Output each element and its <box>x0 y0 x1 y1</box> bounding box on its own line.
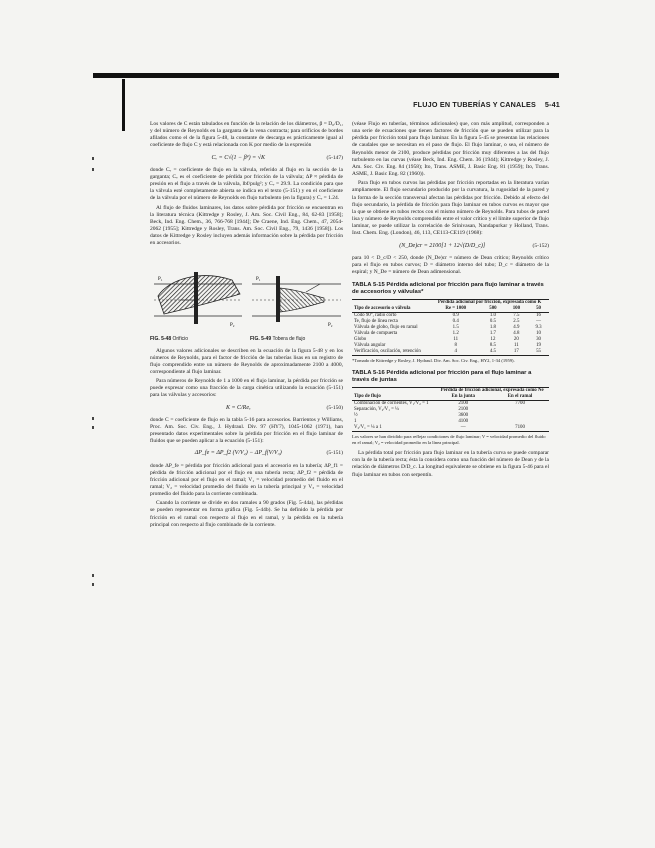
table-cell: 1.7 <box>489 331 497 337</box>
equation-number: (5-150) <box>326 404 343 411</box>
svg-text:P₂: P₂ <box>328 322 333 328</box>
table-group-header: Pérdida adicional por fricción, expresada como K <box>430 300 549 307</box>
margin-tick <box>92 426 94 429</box>
table-cell-label: Verificación, oscilación, retención <box>352 349 430 356</box>
paragraph: donde ΔP_fe = pérdida por fricción adicional para el accesorio en la tubería; ΔP_f1 = pérdida de fricción adicional por el flujo en una tubería recta; ΔP_f2 = pérdida de fricción adicional por el flujo en el ramal; V₁ = velocidad promedio del fluido en el ramal; V₂ = velocidad promedio del fluido en la tubería principal y V₃ = velocidad promedio del fluido para la corriente combinada. <box>150 462 343 498</box>
table-cell-label: Combinación de corrientes, V₁/V₂ = 1 <box>354 401 429 407</box>
table-cell: 4.5 <box>481 349 504 356</box>
paragraph: donde Cᵥ = coeficiente de flujo en la válvula, referido al flujo en la sección de la garganta; Cᵥ es el coeficiente de pérdida por fricción de la válvula; ΔP ≈ pérdida de presión en el flujo a través de la válvula, lbf/pulg²; y Cᵥ = 29.9. La condición para que la válvula esté completamente abierta se indica en el texto (5-151) y en el coeficiente de la válvula por el número de Reynolds en flujo turbulento (en la figura) y Cᵥ = 1.24. <box>150 166 343 202</box>
left-column <box>150 121 343 841</box>
paragraph: Algunos valores adicionales se describen en la ecuación de la figura 5-48 y en los números de Reynolds, para el factor de fricción de las tuberías lisas en un registro de flujo comprendido entre un número de Reynolds de aproximadamente 2100 a 4000, correspondiente al flujo laminar. <box>150 347 343 375</box>
table-cell: 1.5 <box>452 325 459 331</box>
figure-caption <box>150 336 188 343</box>
table-cell-label: Globo <box>354 337 367 343</box>
figure-caption <box>250 336 305 343</box>
svg-text:P₁: P₁ <box>256 276 261 282</box>
equation <box>352 243 549 250</box>
svg-text:P₂: P₂ <box>230 322 235 328</box>
paragraph: donde C = coeficiente de flujo en la tabla 5-16 para accesorios. Barrientos y Williams, Proc. Am. Soc. Civ. Eng., J. Hydraul. Div. 97 (HY7), 1045-1062 (1971), han presentado datos experimentales sobre la pérdida por fricción en el flujo laminar de fluidos que se pueden aplicar a la ecuación (5-151): <box>150 416 343 445</box>
table-cell: 0.9 <box>452 313 459 319</box>
right-column <box>352 121 549 841</box>
figure-caption-text: Orificio <box>172 335 189 342</box>
margin-tick <box>92 168 94 171</box>
table-header-cell: En el ramal <box>491 394 549 401</box>
table-cell: 55 <box>528 349 549 356</box>
header-rule <box>93 73 559 78</box>
equation <box>150 450 343 457</box>
margin-tick <box>92 574 94 577</box>
table-cell: 20 <box>513 337 519 343</box>
paragraph: Para flujo en tubos curvos las pérdidas por fricción reportadas en la literatura varían ampliamente. El flujo secundario producido por la curvatura, la rugosidad de la pared y la forma de la sección transversal afectan las pérdidas por fricción. Debido al efecto del flujo secundario, la pérdida de fricción para flujo laminar en tubos curvos es mayor que la que se obtiene en tubos rectos con el mismo número de Reynolds. Para tubos de pared lisa y número de Reynolds comprendido entre el valor crítico y el límite superior de flujo laminar, se puede utilizar la correlación de Srinivasan, Nandapurkar y Holland, Trans. Inst. Chem. Eng. (London), 46, 113, CE113-CE119 (1968): <box>352 180 549 237</box>
paragraph: La pérdida total por fricción para flujo laminar en la tubería curva se puede comparar con la de la tubería recta; ésta la considera como una función del número de Dean y de la relación de diámetros D/D_c. La longitud equivalente se obtiene en la figura 5-46 para el flujo laminar en tubos con serpentín. <box>352 450 549 478</box>
running-head-title: FLUJO EN TUBERÍAS Y CANALES <box>413 100 537 109</box>
table-header-cell: Tipo de flujo <box>352 394 435 401</box>
table-cell: 9.3 <box>535 325 542 331</box>
table-cell: 12 <box>490 337 496 343</box>
paragraph: Para números de Reynolds de 1 a 1000 en el flujo laminar, la pérdida por fricción se puede expresar como una fracción de la carga cinética utilizando la ecuación (5-151) para las válvulas y accesorios: <box>150 378 343 399</box>
table-body <box>352 401 549 432</box>
table-cell: 17 <box>505 349 528 356</box>
figures-row <box>150 254 343 346</box>
table-cell: 30 <box>536 337 541 343</box>
table-cell: 0.5 <box>489 319 497 325</box>
paragraph: para 10 < D_c/D < 250, donde (N_De)cr = número de Dean crítico; Reynolds crítico para el flujo en tubos curvos; D = diámetro interno del tubo; D_c = diámetro de la espiral; y N_De = número de Dean adimensional. <box>352 254 549 275</box>
fittings-friction-table <box>352 299 549 356</box>
figure-caption-text: Tobera de flujo <box>272 335 306 342</box>
table-cell: 2100 <box>458 401 469 407</box>
figure-number: FIG. 5-48 <box>150 335 172 342</box>
paragraph: Los valores de C están tabulados en función de la relación de los diámetros, β = D₀/D₁, y del número de Reynolds en la garganta de la vena contracta; para orificios de bordes afilados como el de la figura 5-48, la constante de descarga es prácticamente igual al coeficiente de flujo C y está relacionada con K por medio de la expresión <box>150 121 343 149</box>
table-cell-label: Codo 90°, radio corto <box>354 313 397 319</box>
equation-body: K = C/Reₑ <box>225 404 251 411</box>
table-header-cell: Tipo de accesorio o válvula <box>352 306 430 313</box>
table-body <box>352 313 549 356</box>
table-cell: 8 <box>454 343 457 349</box>
table-header-cell: Re = 1000 <box>430 306 481 313</box>
svg-text:P₁: P₁ <box>158 276 163 282</box>
running-head <box>413 100 560 109</box>
page-number: 5-41 <box>544 100 560 109</box>
equation <box>150 405 343 412</box>
table-cell: 11 <box>453 337 459 343</box>
table-cell: 1.2 <box>452 331 459 337</box>
table-row <box>352 349 549 356</box>
table-cell: 2.5 <box>513 319 520 325</box>
table-group-header: Pérdida de fricción adicional, expresada como Ne <box>435 388 549 395</box>
table-header-cell: En la junta <box>435 394 491 401</box>
table-cell: 7700 <box>515 401 525 407</box>
margin-tick <box>92 157 94 160</box>
table-cell-label: 1 <box>354 419 357 425</box>
table-cell-label: Válvula de compuerta <box>354 331 398 337</box>
table-cell: 1.8 <box>489 325 497 331</box>
table-cell: — <box>435 425 491 432</box>
table-header-cell: 100 <box>505 306 528 313</box>
margin-tick <box>92 583 94 586</box>
margin-tick <box>92 417 94 420</box>
table-header-cell: 500 <box>481 306 504 313</box>
equation <box>150 155 343 162</box>
table-header-cell: 50 <box>528 306 549 313</box>
table-cell: 0.4 <box>452 319 459 325</box>
table-cell: 10 <box>536 331 541 337</box>
table-cell-label: Separación, V₂/V₁ = ¼ <box>354 407 399 413</box>
table-cell: 19 <box>536 343 541 349</box>
table-cell-label: V₂/V₁ = ¼ a 1 <box>352 425 435 432</box>
table-cell: 2100 <box>458 407 469 413</box>
table-cell: 1.0 <box>489 313 497 319</box>
table-footnote: *Tomado de Kittredge y Rosley, J. Hydraul. Div. Am. Soc. Civ. Eng., HY2, 1-34 (1959). <box>352 358 515 364</box>
equation-body: Cᵥ = C√(1 − β⁴) = √K <box>211 154 265 161</box>
table-cell-label: Válvula angular <box>354 343 386 349</box>
table-row <box>352 425 549 432</box>
figure-number: FIG. 5-49 <box>250 335 272 342</box>
equation-number: (5-151) <box>326 450 343 457</box>
table-cell: 4100 <box>458 419 469 425</box>
table-footnote: Los valores se han dividido para reflejar condiciones de flujo laminar; V = velocidad promedio del fluido en el ramal; V₂ = velocidad promedio en la línea principal. <box>352 434 546 446</box>
equation-body: ΔP_fe = ΔP_f2 (V/V₂) − ΔP_f(V/V₃) <box>194 450 282 457</box>
junctions-friction-table <box>352 387 549 432</box>
chapter-marker-rule <box>122 79 125 131</box>
table-title: TABLA 5-15 Pérdida adicional por fricción para flujo laminar a través de accesorios y válvulas* <box>352 282 544 296</box>
equation-number: (5-147) <box>326 154 343 161</box>
table-cell: 8.5 <box>489 343 497 349</box>
table-title: TABLA 5-16 Pérdida adicional por fricción para el flujo laminar a través de juntas <box>352 370 532 384</box>
table-cell-label: ½ <box>354 413 358 419</box>
table-cell: 4 <box>430 349 481 356</box>
table-cell: 16 <box>536 313 541 319</box>
table-cell-label: Válvula de globo, flujo en ramal <box>354 325 418 331</box>
table-cell: 4.8 <box>513 331 520 337</box>
equation-number: (5-152) <box>532 242 549 249</box>
paragraph: Al flujo de fluidos laminares, los datos sobre pérdida por fricción se encuentran en la literatura técnica (Kittredge y Rosley, J. Am. Soc. Civil Eng., 84, 62-83 [1958]; Beck, Ind. Eng. Chem., 36, 766-768 [1944]; De Craene, Ind. Eng. Chem., 47, 2054-2062 [1955]; Kittredge y Rosley, Trans. Am. Soc. Civil Eng., 79, 1436 [1958]). Los datos de Kittredge y Rosley incluyen además información sobre la pérdida por fricción en accesorios. <box>150 204 343 247</box>
table-cell-label: Te, flujo de línea recta <box>354 319 398 325</box>
paragraph: (véase Flujo en tuberías, términos adicionales) que, con más amplitud, corresponden a una serie de ecuaciones que tienen factores de fricción que se pueden utilizar para la pérdida por fricción total para flujo laminar. En la figura 5-45 se presentan las relaciones de caudales que se necesitan en el paso de flujo. El flujo laminar, o sea, el número de Reynolds menor de 2100, produce pérdidas por fricción muy diferentes a las del flujo turbulento en las curvas (véase Beck, Ind. Eng. Chem. 36 (1944); Kittredge y Rosley, J. Am. Soc. Civ. Eng. 84 (1958); Ito, Trans. ASME, J. Basic Eng. 81 (1959); Ito, Trans. ASME, J. Basic Eng. 82 (1960)). <box>352 121 549 178</box>
table-cell: 11 <box>514 343 519 349</box>
table-cell: 4.9 <box>513 325 520 331</box>
table-cell: 7100 <box>491 425 549 432</box>
table-cell: 3600 <box>458 413 469 419</box>
equation-body: (N_De)cr = 2100[1 + 12√(D/D_c)] <box>399 242 486 249</box>
paragraph: Cuando la corriente se divide en dos ramales a 90 grados (Fig. 5-44a), las pérdidas se pueden representar en forma gráfica (Fig. 5-44b). Se ha definido la pérdida por fricción en el ramal con respecto al flujo en el ramal, y la pérdida en la tubería principal con respecto al flujo combinado de la corriente. <box>150 500 343 528</box>
orifice-figure <box>150 254 246 334</box>
table-cell: 7.5 <box>513 313 520 319</box>
table-cell: — <box>536 319 541 325</box>
flow-nozzle-figure <box>250 254 343 334</box>
